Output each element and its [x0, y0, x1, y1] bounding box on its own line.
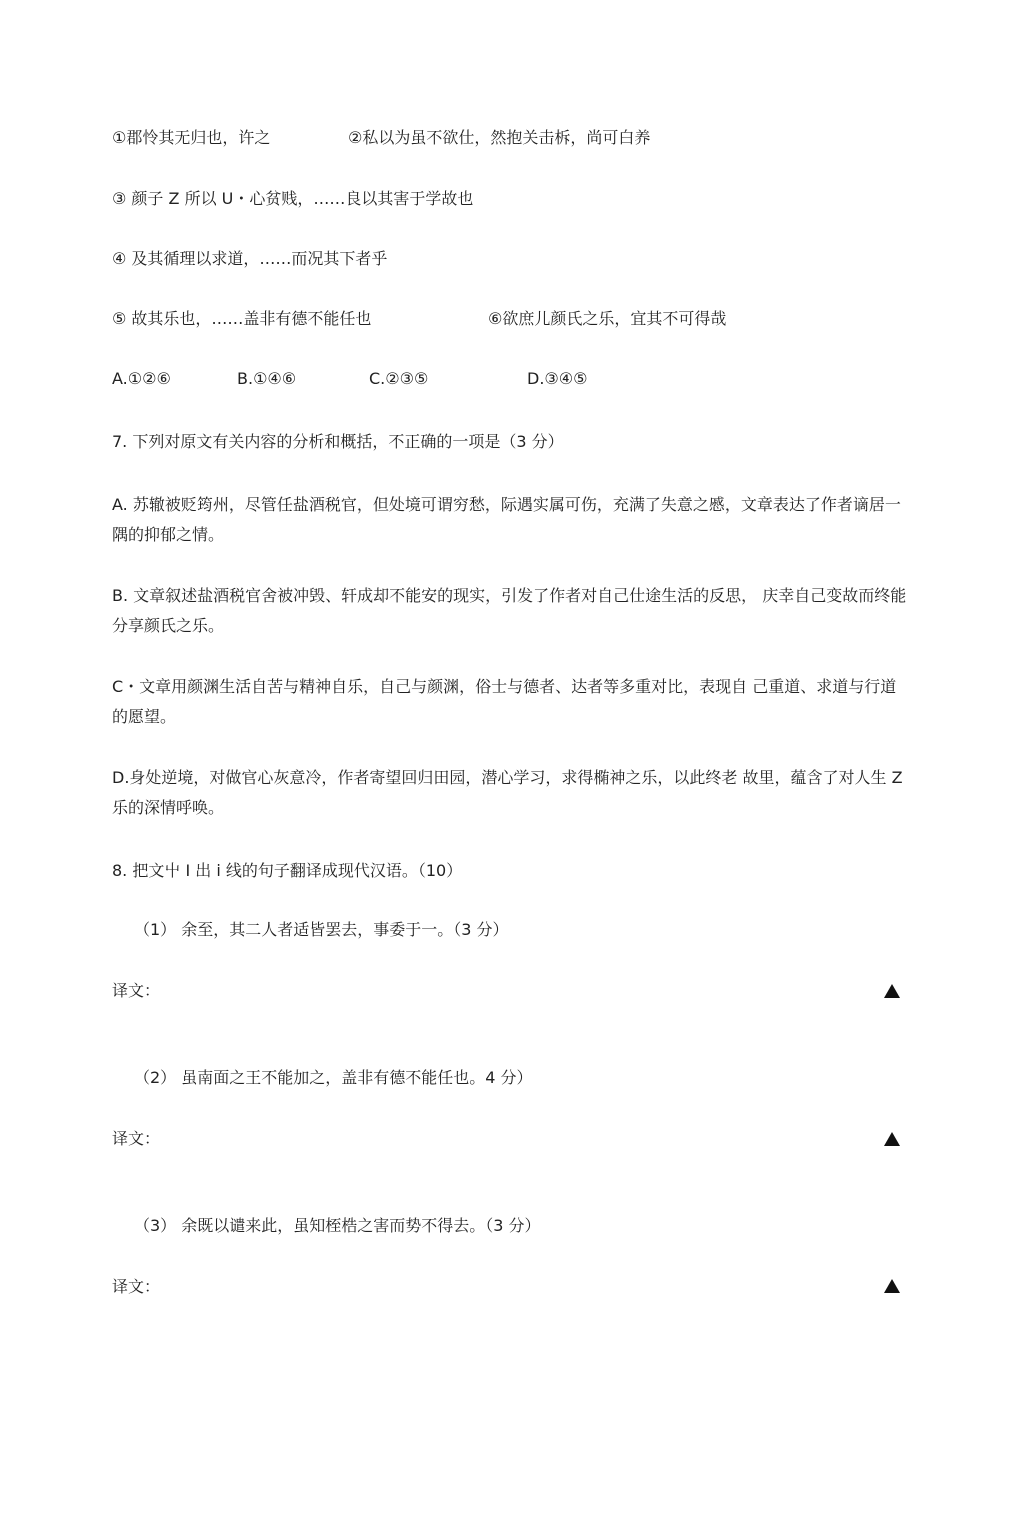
- q8-sub-1: （1） 余至，其二人者适皆罢去，事委于一。（3 分）: [134, 920, 509, 939]
- answer-label-3: 译文：: [112, 1277, 161, 1296]
- q6-item-4: ④ 及其循理以求道，……而况其下者乎: [112, 249, 388, 268]
- q8-sub-2: （2） 虽南面之王不能加之，盖非有德不能任也。4 分）: [134, 1068, 533, 1087]
- q6-item-6: ⑥欲庶儿颜氏之乐，宜其不可得哉: [488, 309, 727, 328]
- q6-option-d: D.③④⑤: [527, 369, 588, 388]
- q7-option-c: C・文章用颜渊生活自苦与精神自乐，自己与颜渊，俗士与德者、达者等多重对比，表现自 己重道、求道与行道的愿望。: [112, 677, 897, 726]
- q6-option-a: A.①②⑥: [112, 369, 171, 388]
- q7-option-a: A. 苏辙被贬筠州，尽管任盐酒税官，但处境可谓穷愁，际遇实属可伤，充满了失意之慼，文章表达了作者谪居一隅的抑郁之情。: [112, 495, 901, 544]
- q7-option-b: B. 文章叙述盐酒税官舍被冲毁、轩成却不能安的现实，引发了作者对自己仕途生活的反思， 庆幸自己变故而终能分享颜氏之乐。: [112, 586, 907, 635]
- q6-item-3: ③ 颜子 Z 所以 U・心贫贱，……良以其害于学故也: [112, 189, 474, 208]
- answer-label-1: 译文：: [112, 981, 161, 1000]
- q7-stem: 7. 下列对原文有关内容的分析和概括，不正确的一项是（3 分）: [112, 432, 564, 451]
- q7-option-d: D.身处逆境，对做官心灰意冷，作者寄望回归田园，潜心学习，求得椭神之乐，以此终老 故里，蕴含了对人生 Z 乐的深情呼唤。: [112, 768, 903, 817]
- q6-option-c: C.②③⑤: [369, 369, 429, 388]
- q6-item-2: ②私以为虽不欲仕，然抱关击柝，尚可白养: [348, 128, 651, 147]
- triangle-icon: [884, 1132, 900, 1146]
- triangle-icon: [884, 984, 900, 998]
- q8-stem: 8. 把文屮 I 出 i 线的句子翻译成现代汉语。（10）: [112, 861, 463, 880]
- triangle-icon: [884, 1279, 900, 1293]
- q6-option-b: B.①④⑥: [237, 369, 297, 388]
- answer-label-2: 译文：: [112, 1129, 161, 1148]
- q6-item-5: ⑤ 故其乐也，……盖非有德不能任也: [112, 309, 372, 328]
- q6-item-1: ①郡怜其无归也，许之: [112, 128, 271, 147]
- q8-sub-3: （3） 余既以谴来此，虽知桎梏之害而势不得去。（3 分）: [134, 1216, 541, 1235]
